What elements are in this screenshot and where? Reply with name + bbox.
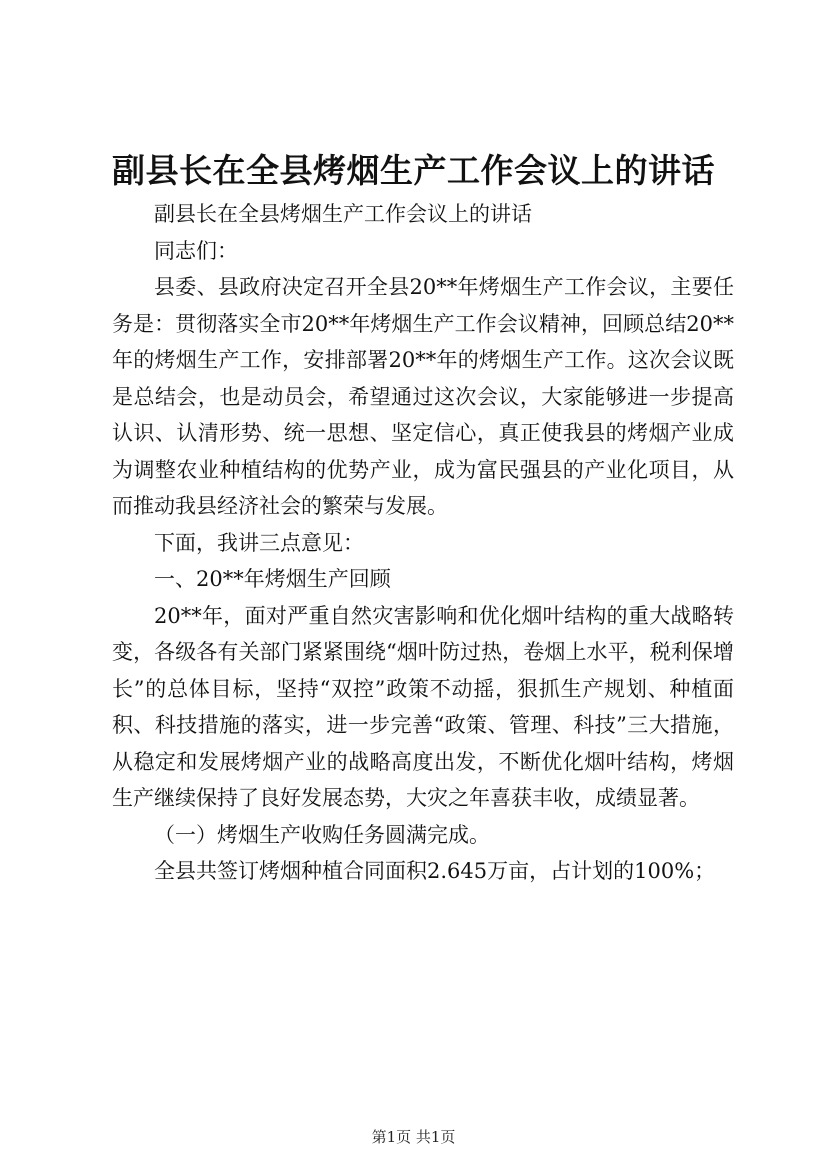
subtitle-paragraph: 副县长在全县烤烟生产工作会议上的讲话 [154, 202, 532, 226]
outline-paragraph: 下面，我讲三点意见： [154, 530, 364, 555]
salutation-paragraph: 同志们： [154, 238, 238, 263]
intro-paragraph: 县委、县政府决定召开全县20**年烤烟生产工作会议，主要任务是：贯彻落实全市20**年烤烟生产工作会议精神，回顾总结20**年的烤烟生产工作，安排部署20**年的烤烟生产工作。这次会议既是总结会，也是动员会，希望通过这次会议，大家能够进一步提高认识、认清形势、统一思想、坚定信心，真正使我县的烤烟产业成为调整农业种植结构的优势产业，成为富民强县的产业化项目，从而推动我县经济社会的繁荣与发展。 [112, 275, 734, 518]
review-paragraph: 20**年，面对严重自然灾害影响和优化烟叶结构的重大战略转变，各级各有关部门紧紧围绕“烟叶防过热，卷烟上水平，税利保增长”的总体目标，坚持“双控”政策不动摇，狠抓生产规划、种植面积、科技措施的落实，进一步完善“政策、管理、科技”三大措施，从稳定和发展烤烟产业的战略高度出发，不断优化烟叶结构，烤烟生产继续保持了良好发展态势，大灾之年喜获丰收，成绩显著。 [112, 603, 734, 810]
section-heading-1: 一、20**年烤烟生产回顾 [154, 567, 391, 591]
document-title: 副县长在全县烤烟生产工作会议上的讲话 [112, 151, 715, 190]
subsection-heading-1: （一）烤烟生产收购任务圆满完成。 [154, 822, 490, 847]
page-number-footer: 第1页 共1页 [371, 1128, 456, 1146]
document-body [112, 196, 734, 890]
contract-paragraph: 全县共签订烤烟种植合同面积2.645万亩，占计划的100%； [154, 859, 716, 883]
